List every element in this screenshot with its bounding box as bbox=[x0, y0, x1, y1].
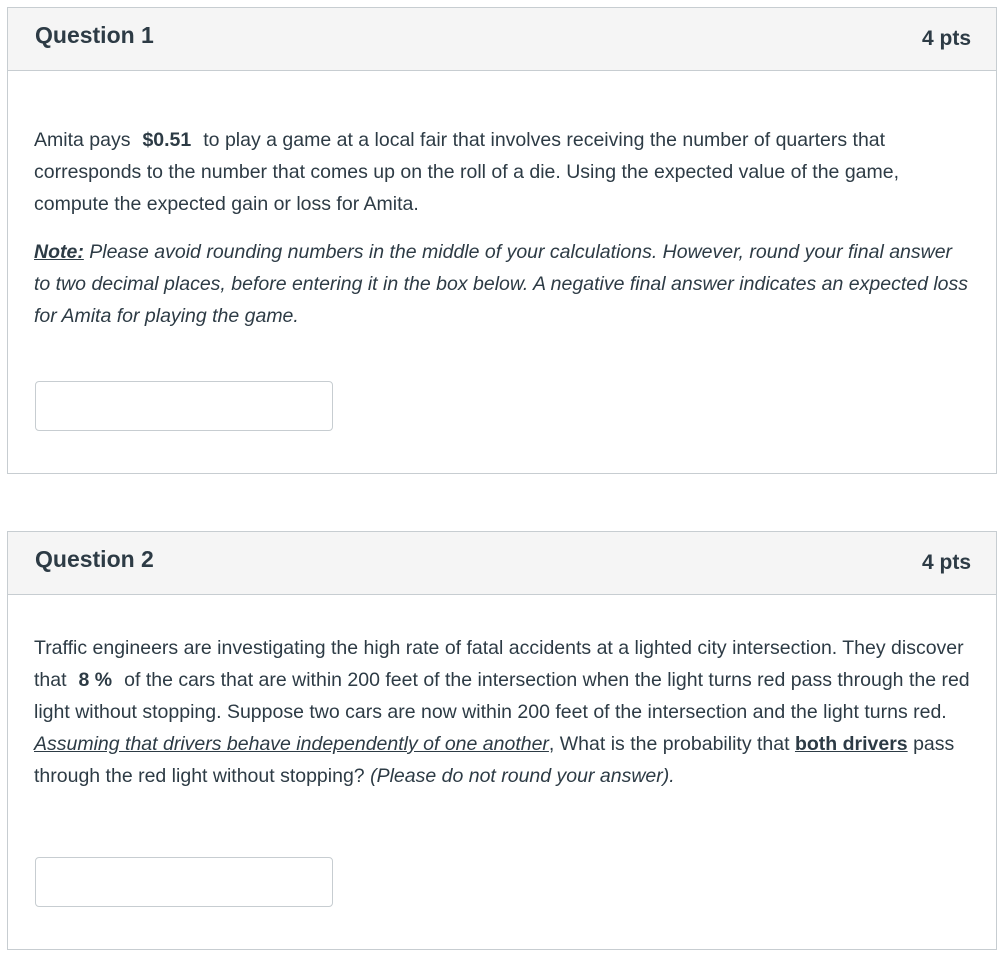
question-1-header bbox=[8, 8, 996, 71]
question-2-text-b: of the cars that are within 200 feet of the intersection when the light turns red pass through the red light without stopping. Suppose two cars are now within 200 feet of the intersection and the light turns red. bbox=[34, 669, 970, 723]
question-2-assumption: Assuming that drivers behave independently of one another bbox=[34, 733, 549, 755]
question-2-card bbox=[7, 531, 997, 950]
question-1-text-b: to play a game at a local fair that involves receiving the number of quarters that corresponds to the number that comes up on the roll of a die. Using the expected value of the game, compute the expected gain or loss for Amita. bbox=[34, 129, 900, 215]
question-1-note-label: Note: bbox=[34, 241, 84, 263]
question-1-amount: $0.51 bbox=[142, 129, 192, 151]
question-1-body bbox=[8, 71, 996, 332]
question-2-text bbox=[34, 595, 970, 792]
question-2-percent: 8 % bbox=[78, 669, 113, 691]
question-2-points: 4 pts bbox=[921, 551, 971, 574]
question-1-title: Question 1 bbox=[35, 22, 154, 48]
question-1-text bbox=[34, 71, 970, 220]
question-1-note bbox=[34, 236, 970, 332]
question-1-answer-input[interactable] bbox=[35, 381, 333, 431]
question-2-text-c: , What is the probability that bbox=[548, 733, 790, 755]
question-2-header bbox=[8, 532, 996, 595]
question-2-instruction: (Please do not round your answer). bbox=[370, 765, 675, 787]
question-1-text-a: Amita pays bbox=[34, 129, 131, 151]
question-1-points: 4 pts bbox=[921, 27, 971, 50]
question-2-answer-input[interactable] bbox=[35, 857, 333, 907]
question-2-title: Question 2 bbox=[35, 546, 154, 572]
question-1-card bbox=[7, 7, 997, 474]
question-2-text-d: pass through the red light without stopping? bbox=[34, 733, 955, 787]
question-2-text-a: Traffic engineers are investigating the high rate of fatal accidents at a lighted city intersection. They discover that bbox=[34, 637, 964, 691]
question-1-note-text: Please avoid rounding numbers in the middle of your calculations. However, round your final answer to two decimal places, before entering it in the box below. A negative final answer indicates an expected loss for Amita for playing the game. bbox=[34, 241, 969, 327]
question-2-body bbox=[8, 595, 996, 792]
question-2-both-drivers: both drivers bbox=[794, 733, 908, 755]
